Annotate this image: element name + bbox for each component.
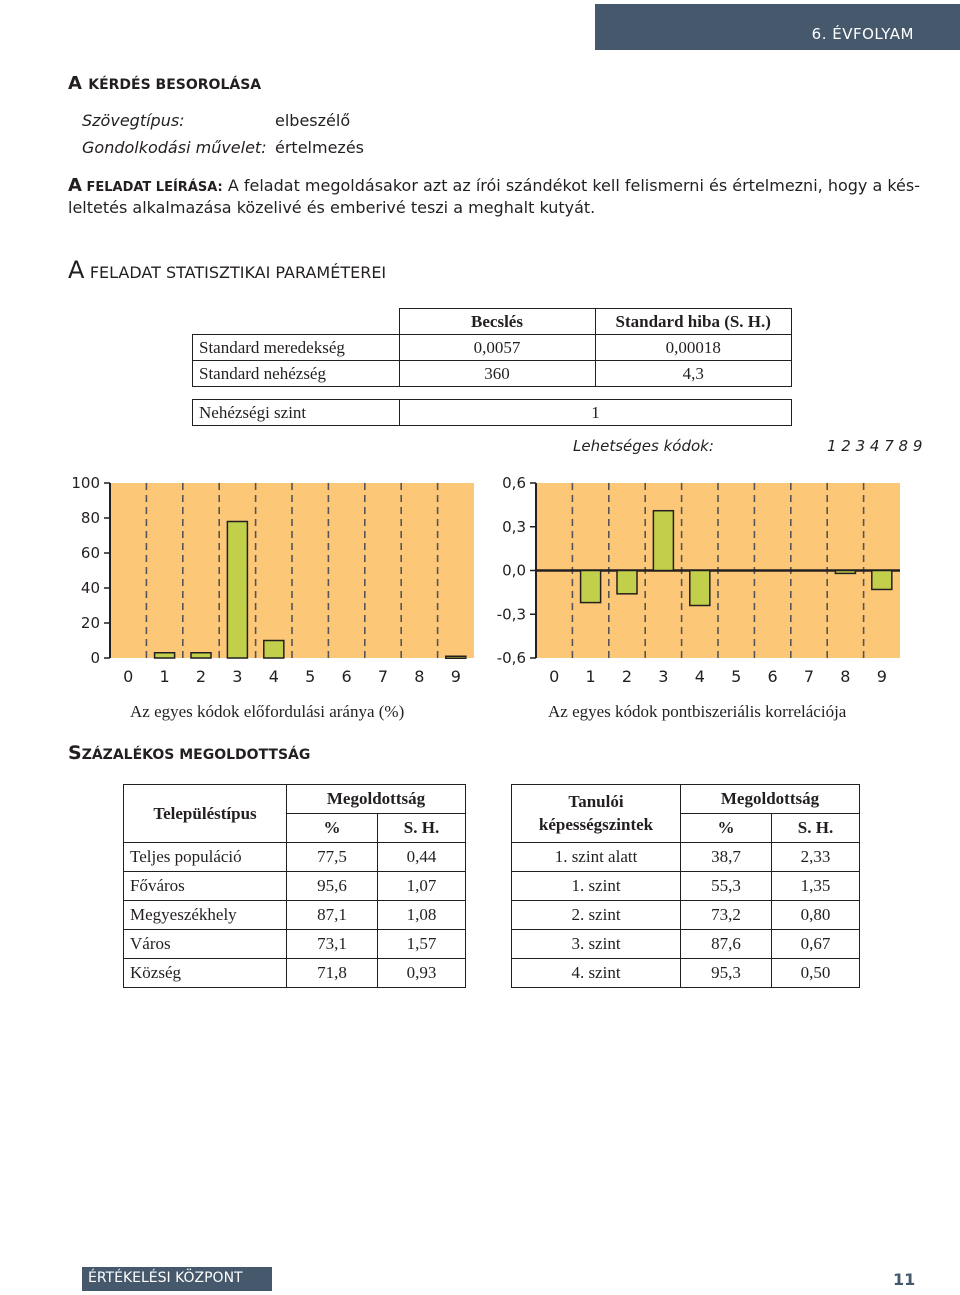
ability-group-header: Megoldottság: [681, 785, 860, 814]
settlement-row-label: Város: [124, 930, 287, 959]
bar: [617, 571, 637, 594]
settlement-row-se: 0,93: [378, 959, 466, 988]
x-tick-label: 8: [840, 667, 851, 686]
ability-row-pct: 38,7: [681, 843, 772, 872]
settlement-pct-header: %: [287, 814, 378, 843]
x-tick-label: 6: [767, 667, 778, 686]
x-tick-label: 4: [268, 667, 279, 686]
ability-row-label: 3. szint: [512, 930, 681, 959]
y-tick-label: 40: [80, 579, 100, 597]
text-type-value: elbeszélő: [275, 111, 351, 130]
settlement-row: [124, 843, 466, 872]
y-tick-label: 0,3: [502, 517, 526, 536]
ability-row-se: 0,67: [772, 930, 860, 959]
settlement-header: Településtípus: [124, 785, 287, 843]
x-tick-label: 6: [341, 667, 352, 686]
ability-table: [511, 784, 860, 988]
ability-row-se: 0,80: [772, 901, 860, 930]
difficulty-level-table: [192, 399, 792, 426]
y-tick-label: 20: [80, 614, 100, 632]
bar: [690, 571, 710, 606]
thinking-operation-value: értelmezés: [275, 138, 364, 157]
ability-row-pct: 95,3: [681, 959, 772, 988]
ability-row-se: 1,35: [772, 872, 860, 901]
y-tick-label: 80: [80, 509, 100, 527]
ability-header: Tanulói képességszintek: [512, 785, 681, 843]
bar: [191, 653, 211, 658]
settlement-table: [123, 784, 466, 988]
page-number: 11: [893, 1270, 916, 1289]
ability-row-pct: 73,2: [681, 901, 772, 930]
ability-row-label: 1. szint: [512, 872, 681, 901]
bar: [155, 653, 175, 658]
bar: [653, 511, 673, 571]
ability-row: [512, 959, 860, 988]
bar: [581, 571, 601, 603]
header-band: [595, 4, 960, 50]
x-tick-label: 7: [803, 667, 815, 686]
settlement-row: [124, 901, 466, 930]
bar: [446, 656, 466, 658]
bar: [264, 641, 284, 659]
footer-band: [82, 1267, 272, 1291]
x-tick-label: 2: [621, 667, 633, 686]
grade-label: 6. ÉVFOLYAM: [811, 25, 914, 43]
footer-org: ÉRTÉKELÉSI KÖZPONT: [88, 1270, 243, 1286]
settlement-row-pct: 95,6: [287, 872, 378, 901]
settlement-row-label: Főváros: [124, 872, 287, 901]
y-tick-label: 0,0: [502, 561, 526, 580]
settlement-row-pct: 73,1: [287, 930, 378, 959]
x-tick-label: 3: [658, 667, 669, 686]
possible-codes-label: Lehetséges kódok:: [573, 437, 714, 455]
y-tick-label: -0,6: [496, 649, 526, 667]
ability-row-se: 0,50: [772, 959, 860, 988]
task-description: A FELADAT LEÍRÁSA: A feladat megoldásakor azt az írói szándékot kell felismerni és értelmezni, hogy a kés- leltetés alkalmazása közelivé és emberivé teszi a meghalt kutyát.: [68, 175, 920, 217]
possible-codes-value: 1 2 3 4 7 8 9: [827, 437, 923, 455]
ability-row: [512, 930, 860, 959]
correlation-chart: [490, 468, 910, 728]
settlement-row-pct: 77,5: [287, 843, 378, 872]
settlement-row: [124, 930, 466, 959]
ability-row-label: 1. szint alatt: [512, 843, 681, 872]
settlement-row-se: 1,57: [378, 930, 466, 959]
x-tick-label: 9: [450, 667, 461, 686]
frequency-chart: [60, 468, 480, 728]
classification-title: A KÉRDÉS BESOROLÁSA: [68, 73, 262, 94]
bar: [835, 571, 855, 574]
difficulty-std-se: 4,3: [595, 361, 792, 387]
settlement-group-header: Megoldottság: [287, 785, 466, 814]
bar: [872, 571, 892, 590]
ability-pct-header: %: [681, 814, 772, 843]
ability-row-pct: 55,3: [681, 872, 772, 901]
se-header: Standard hiba (S. H.): [595, 309, 792, 335]
thinking-operation-label: Gondolkodási művelet:: [82, 138, 267, 157]
x-tick-label: 1: [585, 667, 596, 686]
stats-section-title: A FELADAT STATISZTIKAI PARAMÉTEREI: [68, 256, 387, 284]
x-tick-label: 4: [694, 667, 705, 686]
x-tick-label: 2: [195, 667, 207, 686]
settlement-row-pct: 87,1: [287, 901, 378, 930]
estimate-header: Becslés: [399, 309, 595, 335]
x-tick-label: 0: [123, 667, 134, 686]
ability-row-se: 2,33: [772, 843, 860, 872]
settlement-row-label: Teljes populáció: [124, 843, 287, 872]
frequency-chart-xlabel: Az egyes kódok előfordulási aránya (%): [130, 702, 405, 721]
ability-se-header: S. H.: [772, 814, 860, 843]
settlement-se-header: S. H.: [378, 814, 466, 843]
x-tick-label: 8: [414, 667, 425, 686]
settlement-row-label: Község: [124, 959, 287, 988]
settlement-row: [124, 959, 466, 988]
slope-se: 0,00018: [595, 335, 792, 361]
ability-row: [512, 901, 860, 930]
ability-row-label: 4. szint: [512, 959, 681, 988]
stats-table: [192, 308, 792, 387]
difficulty-std-label: Standard nehézség: [193, 361, 400, 387]
settlement-row-pct: 71,8: [287, 959, 378, 988]
slope-estimate: 0,0057: [399, 335, 595, 361]
difficulty-std-estimate: 360: [399, 361, 595, 387]
ability-row: [512, 843, 860, 872]
x-tick-label: 5: [731, 667, 742, 686]
text-type-label: Szövegtípus:: [82, 111, 185, 130]
x-tick-label: 3: [232, 667, 243, 686]
y-tick-label: 0,6: [502, 474, 526, 492]
x-tick-label: 1: [159, 667, 170, 686]
settlement-row-se: 0,44: [378, 843, 466, 872]
y-tick-label: -0,3: [496, 605, 526, 624]
y-tick-label: 60: [80, 544, 100, 562]
ability-row-label: 2. szint: [512, 901, 681, 930]
x-tick-label: 5: [305, 667, 316, 686]
percent-section-title: SZÁZALÉKOS MEGOLDOTTSÁG: [68, 742, 311, 764]
settlement-row-label: Megyeszékhely: [124, 901, 287, 930]
settlement-row: [124, 872, 466, 901]
y-tick-label: 100: [71, 474, 100, 492]
bar: [227, 522, 247, 659]
ability-row: [512, 872, 860, 901]
difficulty-level-label: Nehézségi szint: [193, 400, 400, 426]
correlation-chart-xlabel: Az egyes kódok pontbiszeriális korrelációja: [548, 702, 847, 721]
x-tick-label: 7: [377, 667, 389, 686]
slope-label: Standard meredekség: [193, 335, 400, 361]
settlement-row-se: 1,08: [378, 901, 466, 930]
x-tick-label: 9: [876, 667, 887, 686]
settlement-row-se: 1,07: [378, 872, 466, 901]
x-tick-label: 0: [549, 667, 560, 686]
difficulty-level-value: 1: [400, 400, 792, 426]
y-tick-label: 0: [90, 649, 100, 667]
ability-row-pct: 87,6: [681, 930, 772, 959]
